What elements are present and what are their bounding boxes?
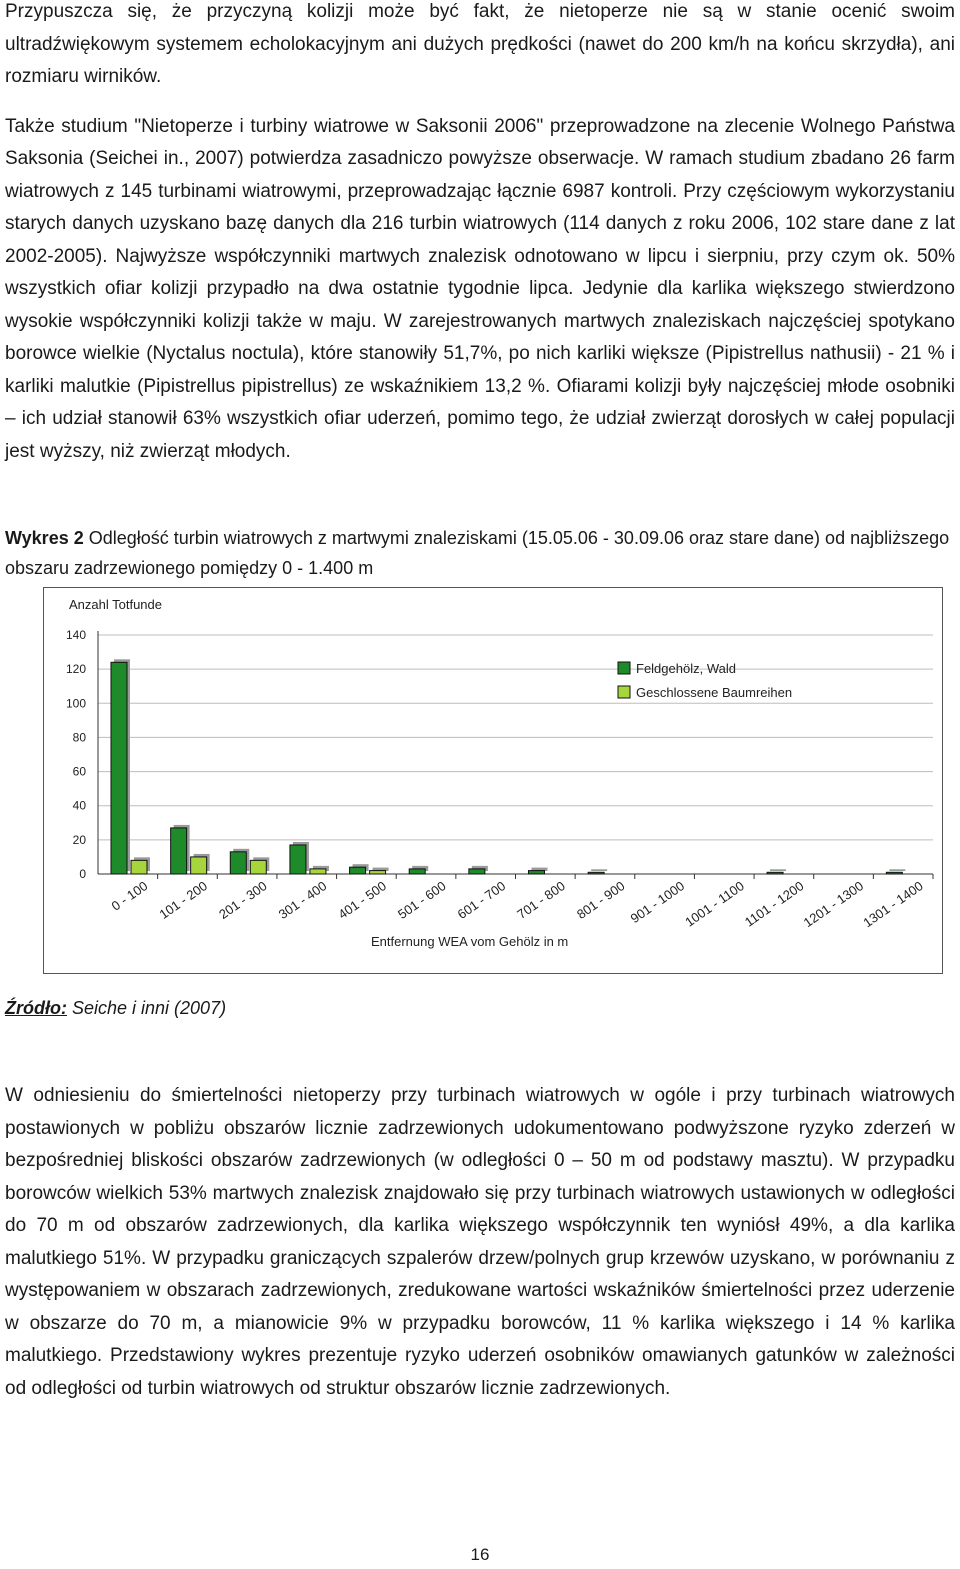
bar <box>111 662 127 874</box>
bar <box>131 860 147 874</box>
bar-shadow <box>889 869 905 871</box>
bar <box>171 828 187 874</box>
paragraph-3: W odniesieniu do śmiertelności nietoperzy przy turbinach wiatrowych w ogóle i przy turbinach wiatrowych postawionych w pobliżu obszarów licznie zadrzewionych udokumentowano podwyższone ryzyko zderzeń w bezpośredniej bliskości obszarów zadrzewionych (w odległości 0 – 50 m od podstawy masztu). W przypadku borowców wielkich 53% martwych znalezisk znajdowało się przy turbinach wiatrowych ustawionych w odległości do 70 m od obszarów zadrzewionych, dla karlika większego współczynnik ten wyniósł 49%, a dla karlika malutkiego 51%. W przypadku graniczących szpalerów drzew/polnych grup krzewów uzyskano, w porównaniu z występowaniem w obszarach zadrzewionych, zredukowane wartości wskaźników śmiertelności przez uderzenie w obszarze do 70 m, a mianowicie 9% w przypadku borowców, 11 % karlika większego i 14 % karlika malutkiego. Przedstawiony wykres prezentuje ryzyko uderzeń osobników omawianych gatunków w zależności od odległości od turbin wiatrowych od struktur obszarów licznie zadrzewionych. <box>5 1085 955 1399</box>
source-note <box>5 998 226 1019</box>
x-tick-label: 201 - 300 <box>216 878 270 922</box>
x-axis-label: Entfernung WEA vom Gehölz in m <box>371 934 569 949</box>
y-axis-label: Anzahl Totfunde <box>69 597 162 612</box>
y-tick-label: 60 <box>72 764 86 779</box>
bar <box>350 867 366 874</box>
bar <box>250 860 266 874</box>
bar-shadow <box>591 869 607 871</box>
y-tick-label: 0 <box>79 867 86 881</box>
x-tick-label: 1101 - 1200 <box>741 878 807 930</box>
caption-label: Wykres 2 <box>5 528 84 548</box>
bar <box>886 872 902 874</box>
source-text: Seiche i inni (2007) <box>66 998 227 1018</box>
y-tick-label: 120 <box>65 662 86 677</box>
bar-shadow <box>770 869 786 871</box>
y-tick-label: 20 <box>72 832 86 847</box>
x-tick-label: 601 - 700 <box>454 878 509 922</box>
x-tick-label: 1301 - 1400 <box>860 878 926 931</box>
paragraph-1-text: Przypuszcza się, że przyczyną kolizji może być fakt, że nietoperze nie są w stanie ocenić swoim ultradźwiękowym systemem echolokacyjnym ani dużych prędkości (nawet do 200 km/h na końcu skrzydła), ani rozmiaru wirników. <box>5 1 955 87</box>
y-tick-label: 140 <box>65 628 86 642</box>
legend-swatch <box>618 662 630 674</box>
bar <box>469 869 485 874</box>
bar-chart <box>43 587 943 974</box>
x-tick-label: 1001 - 1100 <box>682 878 747 930</box>
caption-text: Odległość turbin wiatrowych z martwymi znaleziskami (15.05.06 - 30.09.06 oraz stare dane) od najbliższego obszaru zadrzewionego pomiędzy 0 - 1.400 m <box>5 528 950 578</box>
x-tick-label: 901 - 1000 <box>627 878 688 927</box>
x-tick-label: 401 - 500 <box>335 878 389 922</box>
x-tick-label: 1201 - 1300 <box>800 878 867 931</box>
bar <box>370 871 386 874</box>
y-tick-label: 100 <box>65 696 86 711</box>
legend-label: Geschlossene Baumreihen <box>636 685 793 700</box>
bar <box>230 852 246 874</box>
bar <box>290 845 306 874</box>
x-tick-label: 0 - 100 <box>108 878 151 914</box>
y-tick-label: 80 <box>72 730 86 745</box>
x-tick-label: 301 - 400 <box>275 878 330 922</box>
x-tick-label: 101 - 200 <box>156 878 211 922</box>
source-label: Źródło: <box>5 998 67 1018</box>
x-tick-label: 701 - 800 <box>514 878 568 922</box>
bar <box>767 872 783 874</box>
bar <box>191 857 207 874</box>
paragraph-2-text: Także studium "Nietoperze i turbiny wiatrowe w Saksonii 2006" przeprowadzone na zlecenie Wolnego Państwa Saksonia (Seichei in., 2007) potwierdza zasadniczo powyższe obserwacje. W ramach studium zbadano 26 farm wiatrowych z 145 turbinami wiatrowymi, przeprowadzając łącznie 6987 kontroli. Przy częściowym wykorzystaniu starych danych uzyskano bazę danych dla 216 turbin wiatrowych (114 danych z roku 2006, 102 stare dane z lat 2002-2005). Najwyższe współczynniki martwych znalezisk odnotowano w lipcu i sierpniu, przy czym ok. 50% wszystkich ofiar kolizji przypadło na dwa ostatnie tygodnie lipca. Jedynie dla karlika większego stwierdzono wysokie współczynniki kolizji także w maju. W zarejestrowanych martwych znaleziskach najczęściej spotykano borowce wielkie (Nyctalus noctula), które stanowiły 51,7%, po nich karliki większe (Pipistrellus nathusii) - 21 % i karliki malutkie (Pipistrellus pipistrellus) ze wskaźnikiem 13,2 %. Ofiarami kolizji były najczęściej młode osobniki – ich udział stanowił 63% wszystkich ofiar uderzeń, pomimo tego, że udział zwierząt dorosłych w całej populacji jest wyższy, niż zwierząt młodych. <box>5 115 955 462</box>
legend-swatch <box>618 686 630 698</box>
chart-caption <box>5 523 955 583</box>
bar <box>409 869 425 874</box>
paragraph-1 <box>5 0 955 468</box>
legend-label: Feldgehölz, Wald <box>636 661 736 676</box>
x-tick-label: 801 - 900 <box>573 878 628 922</box>
page-number: 16 <box>470 1545 490 1564</box>
bar <box>588 872 604 874</box>
x-tick-label: 501 - 600 <box>395 878 449 922</box>
y-tick-label: 40 <box>72 798 86 813</box>
chart-svg <box>43 587 943 974</box>
bar <box>529 871 545 874</box>
bar <box>310 869 326 874</box>
paragraph-gap <box>5 94 955 111</box>
